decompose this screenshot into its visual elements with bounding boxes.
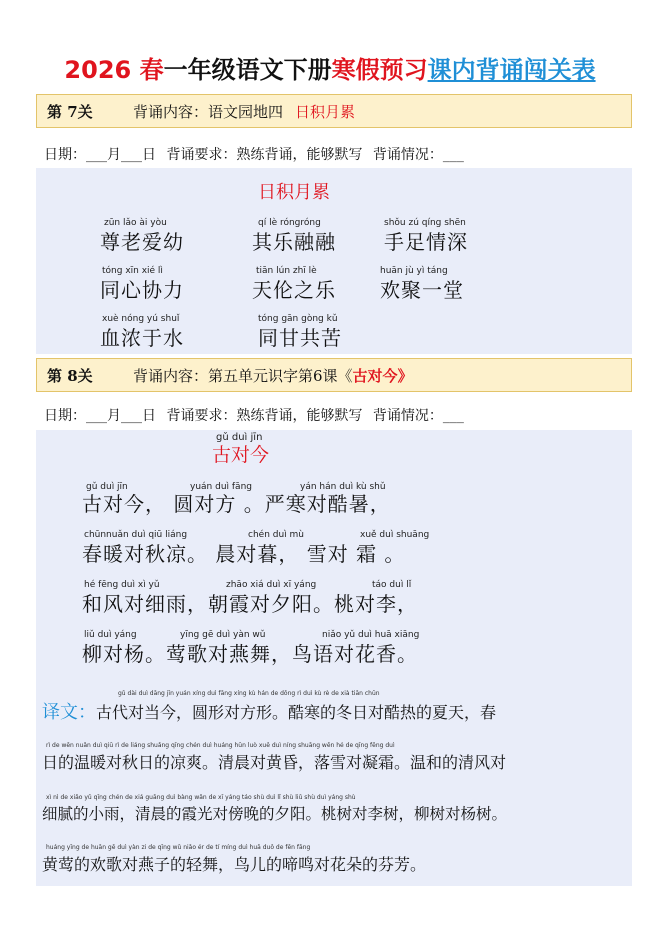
poem-line: 柳对杨。莺歌对燕舞，鸟语对花香。	[82, 642, 418, 666]
poem-pinyin: gǔ duì jīn	[86, 482, 128, 492]
idiom-pinyin: huān jù yì táng	[380, 266, 448, 276]
idiom-pinyin: xuè nóng yú shuǐ	[102, 314, 180, 324]
poem-pinyin: xuě duì shuāng	[360, 530, 430, 540]
status-field: 背诵情况：___	[372, 408, 464, 424]
date-field: 日期：___月___日	[44, 147, 156, 163]
date-field: 日期：___月___日	[44, 408, 156, 424]
level-7-bar	[36, 94, 632, 128]
poem-pinyin: chūnnuǎn duì qiū liáng	[84, 530, 188, 540]
translation-pinyin: xì nì de xiǎo yǔ qīng chén de xiá guāng duì bàng wǎn de xī yáng táo shù duì lǐ shù liǔ shù duì yáng shù	[46, 794, 356, 801]
poem-title-pinyin: gǔ duì jīn	[216, 432, 263, 443]
requirement-text: 背诵要求：熟练背诵，能够默写	[166, 408, 363, 424]
poem-pinyin: yuán duì fāng	[190, 482, 252, 492]
translation-label: 译文：	[42, 702, 96, 723]
poem-line: 古对今， 圆对方 。严寒对酷暑，	[82, 492, 391, 516]
poem-pinyin: chén duì mù	[248, 530, 305, 540]
idiom-text: 其乐融融	[252, 230, 336, 254]
poem-pinyin: zhāo xiá duì xī yáng	[226, 580, 317, 590]
translation-line	[42, 698, 496, 724]
translation-line: 细腻的小雨，清晨的霞光对傍晚的夕阳。桃树对李树，柳树对杨树。	[42, 805, 508, 823]
translation-line: 黄莺的欢歌对燕子的轻舞，鸟儿的啼鸣对花朵的芬芳。	[42, 855, 427, 874]
translation-line: 日的温暖对秋日的凉爽。清晨对黄昏，落雪对凝霜。温和的清风对	[42, 753, 507, 772]
poem-line: 春暖对秋凉。 晨对暮， 雪对 霜 。	[82, 542, 406, 566]
idiom-pinyin: tóng xīn xié lì	[102, 266, 163, 276]
translation-pinyin: gǔ dài duì dāng jīn yuán xíng duì fāng xíng kù hán de dōng rì duì kù rè de xià tiān chūn	[118, 690, 380, 697]
idiom-text: 血浓于水	[100, 326, 184, 350]
level-8-meta	[44, 405, 634, 425]
idiom-pinyin: qí lè róngróng	[258, 218, 321, 228]
poem-pinyin: niǎo yǔ duì huā xiāng	[322, 630, 420, 640]
page-title	[0, 50, 660, 85]
translation-text: 古代对当今，圆形对方形。酷寒的冬日对酷热的夏天，春	[96, 703, 497, 722]
title-year: 2026 春	[64, 56, 164, 84]
idiom-text: 手足情深	[384, 230, 468, 254]
poem-pinyin: yán hán duì kù shǔ	[300, 482, 386, 492]
poem-pinyin: hé fēng duì xì yǔ	[84, 580, 160, 590]
idiom-text: 尊老爱幼	[100, 230, 184, 254]
recite-content-value: 古对今	[352, 366, 398, 385]
title-winter: 寒假预习	[331, 56, 428, 84]
section-title: 日积月累	[258, 182, 330, 203]
idiom-pinyin: shǒu zú qíng shēn	[384, 218, 466, 228]
poem-pinyin: yīng gē duì yàn wǔ	[180, 630, 266, 640]
idiom-text: 欢聚一堂	[380, 278, 464, 302]
idiom-pinyin: zūn lǎo ài yòu	[104, 218, 167, 228]
poem-title: 古对今	[212, 444, 270, 466]
poem-line: 和风对细雨，朝霞对夕阳。桃对李，	[82, 592, 418, 616]
title-grade: 一年级语文下册	[163, 56, 332, 84]
recite-content-value: 日积月累	[295, 102, 356, 121]
status-field: 背诵情况：___	[372, 147, 464, 163]
level-number: 第 8关	[47, 366, 93, 385]
requirement-text: 背诵要求：熟练背诵，能够默写	[166, 147, 363, 163]
recite-content-label: 背诵内容：第五单元识字第6课《	[133, 366, 353, 385]
idiom-text: 同甘共苦	[258, 326, 342, 350]
translation-pinyin: rì de wēn nuǎn duì qiū rì de liáng shuǎng qīng chén duì huáng hūn luò xuě duì níng shuāng wēn hé de qīng fēng duì	[46, 742, 395, 749]
poem-pinyin: liǔ duì yáng	[84, 630, 137, 640]
level-number: 第 7关	[47, 102, 93, 121]
translation-pinyin: huáng yīng de huān gē duì yàn zi de qīng wǔ niǎo ér de tí míng duì huā duǒ de fēn fāng	[46, 844, 311, 851]
book-title-close: 》	[397, 366, 413, 385]
idiom-text: 同心协力	[100, 278, 184, 302]
level-8-bar	[36, 358, 632, 392]
poem-pinyin: táo duì lǐ	[372, 580, 412, 590]
idiom-text: 天伦之乐	[252, 278, 336, 302]
level-7-meta	[44, 144, 634, 164]
idiom-pinyin: tiān lún zhī lè	[256, 266, 317, 276]
title-challenge: 课内背诵闯关表	[427, 56, 596, 84]
recite-content-label: 背诵内容：语文园地四	[133, 102, 284, 121]
idiom-pinyin: tóng gān gòng kǔ	[258, 314, 338, 324]
